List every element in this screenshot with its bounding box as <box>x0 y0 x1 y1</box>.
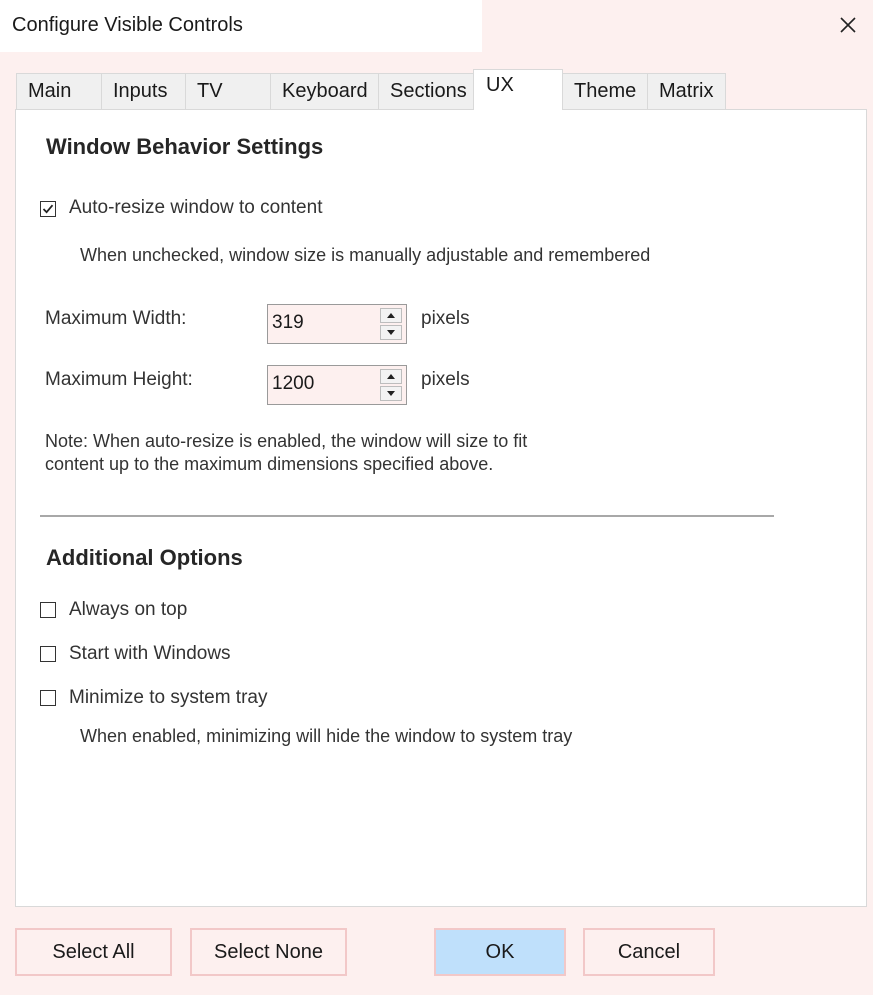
auto-resize-hint: When unchecked, window size is manually adjustable and remembered <box>80 245 651 265</box>
note-line-1: Note: When auto-resize is enabled, the window will size to fit <box>45 431 528 451</box>
tab-theme[interactable] <box>562 73 648 109</box>
maximum-width-input[interactable] <box>270 307 376 339</box>
tab-inputs[interactable] <box>101 73 186 109</box>
spin-buttons <box>380 369 402 401</box>
window-title: Configure Visible Controls <box>12 14 243 36</box>
auto-resize-note <box>45 430 527 476</box>
start-with-windows-checkbox[interactable] <box>40 646 56 662</box>
maximum-width-up-button[interactable] <box>380 308 402 323</box>
tab-matrix[interactable] <box>647 73 726 109</box>
maximum-height-label: Maximum Height: <box>45 369 193 390</box>
ux-tab-panel <box>15 109 867 907</box>
select-all-button[interactable]: Select All <box>15 928 172 976</box>
tab-label: UX <box>486 74 514 96</box>
maximum-width-down-button[interactable] <box>380 325 402 340</box>
spin-up-icon <box>386 373 396 380</box>
tab-label: TV <box>197 80 223 102</box>
always-on-top-label[interactable]: Always on top <box>69 599 188 620</box>
tab-label: Keyboard <box>282 80 368 102</box>
maximum-height-up-button[interactable] <box>380 369 402 384</box>
tab-label: Matrix <box>659 80 714 102</box>
spin-down-icon <box>386 329 396 336</box>
spin-down-icon <box>386 390 396 397</box>
additional-options-heading: Additional Options <box>46 545 243 570</box>
title-bar <box>0 0 873 52</box>
maximum-height-unit: pixels <box>421 369 470 390</box>
start-with-windows-label[interactable]: Start with Windows <box>69 643 231 664</box>
tab-keyboard[interactable] <box>270 73 379 109</box>
spin-up-icon <box>386 312 396 319</box>
maximum-height-down-button[interactable] <box>380 386 402 401</box>
minimize-to-tray-label[interactable]: Minimize to system tray <box>69 687 268 708</box>
auto-resize-checkbox[interactable] <box>40 201 56 217</box>
minimize-to-tray-hint: When enabled, minimizing will hide the window to system tray <box>80 726 573 746</box>
tab-ux[interactable] <box>473 69 563 110</box>
spin-buttons <box>380 308 402 340</box>
tab-label: Sections <box>390 80 467 102</box>
always-on-top-checkbox[interactable] <box>40 602 56 618</box>
ok-button[interactable]: OK <box>434 928 566 976</box>
tab-label: Theme <box>574 80 637 102</box>
maximum-height-input[interactable] <box>270 368 376 400</box>
tab-label: Inputs <box>113 80 168 102</box>
window-behavior-heading: Window Behavior Settings <box>46 134 324 159</box>
maximum-height-stepper[interactable] <box>267 365 407 405</box>
note-line-2: content up to the maximum dimensions specified above. <box>45 454 494 474</box>
maximum-width-unit: pixels <box>421 308 470 329</box>
close-button[interactable] <box>831 8 865 42</box>
checkmark-icon <box>41 202 55 216</box>
tab-main[interactable] <box>16 73 102 109</box>
tab-tv[interactable] <box>185 73 271 109</box>
section-divider <box>40 515 774 517</box>
select-none-button[interactable]: Select None <box>190 928 347 976</box>
tab-sections[interactable] <box>378 73 474 109</box>
close-icon <box>839 16 857 34</box>
auto-resize-label[interactable]: Auto-resize window to content <box>69 197 323 218</box>
maximum-width-stepper[interactable] <box>267 304 407 344</box>
cancel-button[interactable]: Cancel <box>583 928 715 976</box>
minimize-to-tray-checkbox[interactable] <box>40 690 56 706</box>
maximum-width-label: Maximum Width: <box>45 308 187 329</box>
tab-label: Main <box>28 80 72 102</box>
